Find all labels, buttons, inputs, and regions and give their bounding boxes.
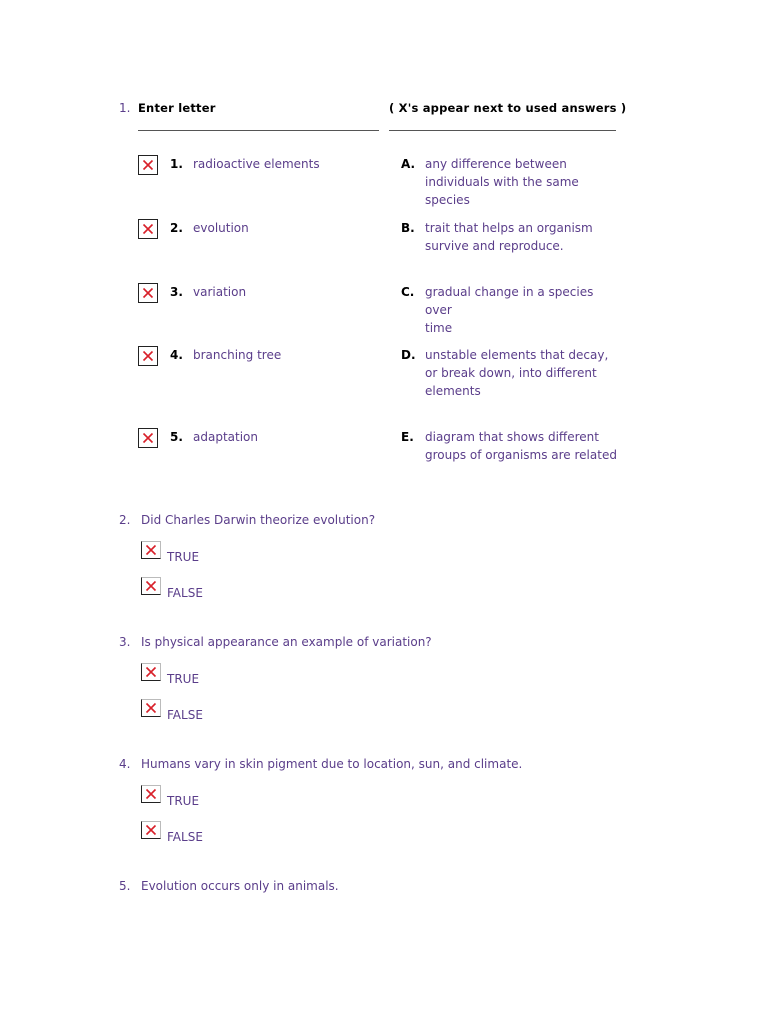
answer-letter: E. (401, 430, 414, 444)
answer-letter-input[interactable] (138, 219, 158, 239)
question-number: 5. (119, 879, 131, 893)
true-option-checkbox[interactable] (141, 785, 161, 803)
answer-letter-input[interactable] (138, 346, 158, 366)
definition-line: species (425, 193, 470, 207)
term-label: radioactive elements (193, 157, 320, 171)
x-mark-icon (142, 350, 154, 362)
x-mark-icon (145, 785, 157, 804)
definition-line: diagram that shows different (425, 430, 599, 444)
answer-definition (425, 283, 617, 337)
term-label: variation (193, 285, 247, 299)
definition-line: groups of organisms are related (425, 448, 617, 462)
answer-letter: D. (401, 348, 416, 362)
definition-line: time (425, 321, 453, 335)
answer-definition (425, 346, 617, 400)
term-number: 2. (170, 221, 183, 235)
x-mark-icon (145, 541, 157, 560)
answer-letter: C. (401, 285, 415, 299)
question-number: 4. (119, 757, 131, 771)
x-mark-icon (142, 223, 154, 235)
term-number: 5. (170, 430, 183, 444)
false-option-checkbox[interactable] (141, 699, 161, 717)
false-option-label: FALSE (167, 586, 203, 600)
answer-letter-input[interactable] (138, 155, 158, 175)
left-header-rule (138, 130, 379, 131)
term-number: 4. (170, 348, 183, 362)
question-number: 2. (119, 513, 131, 527)
x-mark-icon (142, 287, 154, 299)
definition-line: or break down, into different (425, 366, 597, 380)
x-mark-icon (145, 821, 157, 840)
question-text: Did Charles Darwin theorize evolution? (141, 513, 376, 527)
x-mark-icon (145, 577, 157, 596)
definition-line: survive and reproduce. (425, 239, 564, 253)
answer-letter-input[interactable] (138, 428, 158, 448)
x-mark-icon (145, 663, 157, 682)
answer-definition (425, 155, 617, 209)
question-text: Evolution occurs only in animals. (141, 879, 339, 893)
false-option-label: FALSE (167, 830, 203, 844)
term-label: adaptation (193, 430, 258, 444)
definition-line: gradual change in a species over (425, 285, 594, 317)
answer-letter: A. (401, 157, 416, 171)
definition-line: any difference between (425, 157, 567, 171)
question-number: 3. (119, 635, 131, 649)
true-option-checkbox[interactable] (141, 541, 161, 559)
true-option-label: TRUE (167, 794, 200, 808)
true-option-checkbox[interactable] (141, 663, 161, 681)
x-mark-icon (142, 432, 154, 444)
definition-line: elements (425, 384, 481, 398)
right-header-rule (389, 130, 616, 131)
true-option-label: TRUE (167, 672, 200, 686)
answer-definition (425, 428, 617, 464)
question-text: Is physical appearance an example of variation? (141, 635, 432, 649)
x-mark-icon (142, 159, 154, 171)
term-number: 1. (170, 157, 183, 171)
false-option-checkbox[interactable] (141, 821, 161, 839)
used-answers-header: ( X's appear next to used answers ) (389, 101, 627, 115)
false-option-label: FALSE (167, 708, 203, 722)
answer-definition (425, 219, 617, 255)
term-label: branching tree (193, 348, 282, 362)
false-option-checkbox[interactable] (141, 577, 161, 595)
x-mark-icon (145, 699, 157, 718)
answer-letter: B. (401, 221, 415, 235)
enter-letter-header: Enter letter (138, 101, 216, 115)
term-label: evolution (193, 221, 249, 235)
question-text: Humans vary in skin pigment due to location, sun, and climate. (141, 757, 523, 771)
true-option-label: TRUE (167, 550, 200, 564)
definition-line: trait that helps an organism (425, 221, 593, 235)
term-number: 3. (170, 285, 183, 299)
answer-letter-input[interactable] (138, 283, 158, 303)
definition-line: unstable elements that decay, (425, 348, 609, 362)
question-1-number: 1. (119, 101, 131, 115)
definition-line: individuals with the same (425, 175, 579, 189)
